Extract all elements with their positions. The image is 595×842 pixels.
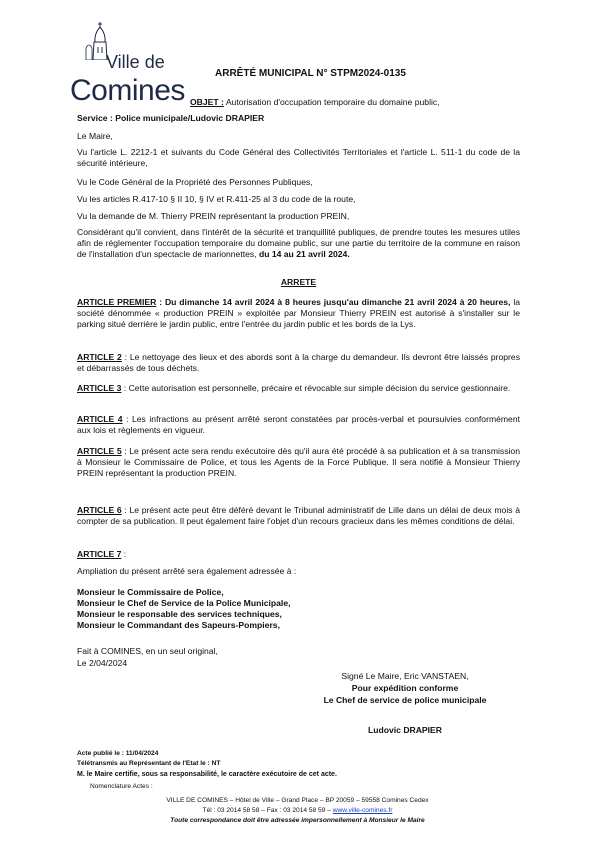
considerant-dates: du 14 au 21 avril 2024. <box>256 249 350 259</box>
recipient-item: Monsieur le Chef de Service de la Police Municipale, <box>77 598 291 608</box>
article-5 <box>77 446 520 479</box>
objet-line <box>190 97 530 108</box>
fait-a: Fait à COMINES, en un seul original, <box>77 646 218 656</box>
article-5-text: : Le présent acte sera rendu exécutoire dès qu'il aura été procédé à sa publication et à sa transmission à Monsieur le Commissaire de Police, et tous les Agents de la Force Publique. Il sera notifié à Monsieur Thierry PREIN représentant la production PREIN. <box>77 446 520 478</box>
ampliation: Ampliation du présent arrêté sera également adressée à : <box>77 566 297 576</box>
acte-publie: Acte publié le : 11/04/2024 <box>77 750 159 757</box>
website-link[interactable]: www.ville-comines.fr <box>332 807 393 814</box>
signature-block <box>290 670 520 736</box>
article-1-dates: : Du dimanche 14 avril 2024 à 8 heures jusqu'au dimanche 21 avril 2024 à 20 heures, <box>156 297 511 307</box>
city-logo <box>68 22 183 112</box>
article-4-label: ARTICLE 4 <box>77 414 123 424</box>
article-4 <box>77 414 520 436</box>
article-2-label: ARTICLE 2 <box>77 352 122 362</box>
vu-demande: Vu la demande de M. Thierry PREIN représentant la production PREIN, <box>77 211 350 221</box>
signature-expedition: Pour expédition conforme <box>351 683 459 693</box>
logo-comines-text: Comines <box>70 74 185 107</box>
footer-phone-fax: Tél : 03 2014 58 58 – Fax : 03 2014 58 59 – <box>202 807 333 814</box>
footer-correspondance: Toute correspondance doit être adressée impersonnellement à Monsieur le Maire <box>170 817 425 824</box>
article-1 <box>77 297 520 330</box>
vu-code-route: Vu les articles R.417-10 § II 10, § IV et R.411-25 al 3 du code de la route, <box>77 194 356 204</box>
considerant <box>77 227 520 260</box>
article-4-text: : Les infractions au présent arrêté seront constatées par procès-verbal et poursuivies conformément aux lois et règlements en vigueur. <box>77 414 520 435</box>
recipients-list <box>77 587 520 631</box>
recipient-item: Monsieur le responsable des services techniques, <box>77 609 282 619</box>
objet-label: OBJET : <box>190 97 224 107</box>
service-line: Service : Police municipale/Ludovic DRAPIER <box>77 113 265 123</box>
le-maire: Le Maire, <box>77 131 113 141</box>
signature-maire: Signé Le Maire, Eric VANSTAEN, <box>341 671 469 681</box>
article-3-text: : Cette autorisation est personnelle, précaire et révocable sur simple décision du service gestionnaire. <box>121 383 511 393</box>
objet-text: Autorisation d'occupation temporaire du domaine public, <box>223 97 440 107</box>
footer-address: VILLE DE COMINES – Hôtel de Ville – Grand Place – BP 20059 – 59558 Comines Cedex <box>166 797 429 804</box>
arrete-heading: ARRETE <box>280 277 317 287</box>
recipient-item: Monsieur le Commissaire de Police, <box>77 587 224 597</box>
document-title: ARRÊTÉ MUNICIPAL N° STPM2024-0135 <box>215 68 406 79</box>
footer-contact <box>0 806 595 815</box>
article-2 <box>77 352 520 374</box>
certification: M. le Maire certifie, sous sa responsabilité, le caractère exécutoire de cet acte. <box>77 771 337 778</box>
article-7 <box>77 549 520 560</box>
article-1-label: ARTICLE PREMIER <box>77 297 157 307</box>
article-6 <box>77 505 520 527</box>
teletransmis: Télétransmis au Représentant de l'Etat le : NT <box>77 760 221 767</box>
article-6-text: : Le présent acte peut être déféré devant le Tribunal administratif de Lille dans un délai de deux mois à compter de sa publication. Il peut également faire l'objet d'un recours gracieux dans les mêmes conditions de délai. <box>77 505 521 526</box>
article-7-text: : <box>121 549 127 559</box>
logo-ville-text: Ville de <box>106 52 165 72</box>
article-3 <box>77 383 520 394</box>
article-1-text: la société dénommée « production PREIN » exploitée par Monsieur Thierry PREIN est autorisé à s'installer sur le parking situé derrière le jardin public, entre l'entrée du jardin public et les bords de la Lys. <box>77 297 521 329</box>
vu-cgppp: Vu le Code Général de la Propriété des Personnes Publiques, <box>77 177 313 187</box>
signature-name: Ludovic DRAPIER <box>367 725 442 735</box>
considerant-text: Considérant qu'il convient, dans l'intérêt de la sécurité et tranquillité publiques, de prendre toutes les mesures utiles afin de réglementer l'occupation temporaire du domaine public, sur une partie du territoire de la commune en raison de l'installation d'un spectacle de marionnettes, <box>77 227 520 259</box>
article-6-label: ARTICLE 6 <box>77 505 122 515</box>
signature-chef-service: Le Chef de service de police municipale <box>323 695 487 705</box>
article-3-label: ARTICLE 3 <box>77 383 122 393</box>
article-5-label: ARTICLE 5 <box>77 446 122 456</box>
vu-cgct: Vu l'article L. 2212-1 et suivants du Code Général des Collectivités Territoriales et l'article L. 511-1 du code de la sécurité intérieure, <box>77 147 520 168</box>
article-7-label: ARTICLE 7 <box>77 549 122 559</box>
nomenclature: Nomenclature Actes : <box>90 783 153 790</box>
recipient-item: Monsieur le Commandant des Sapeurs-Pompiers, <box>77 620 280 630</box>
article-2-text: : Le nettoyage des lieux et des abords sont à la charge du demandeur. Ils devront être laissés propres et débarrassés de tous déchets. <box>77 352 520 373</box>
document-date: Le 2/04/2024 <box>77 658 128 668</box>
